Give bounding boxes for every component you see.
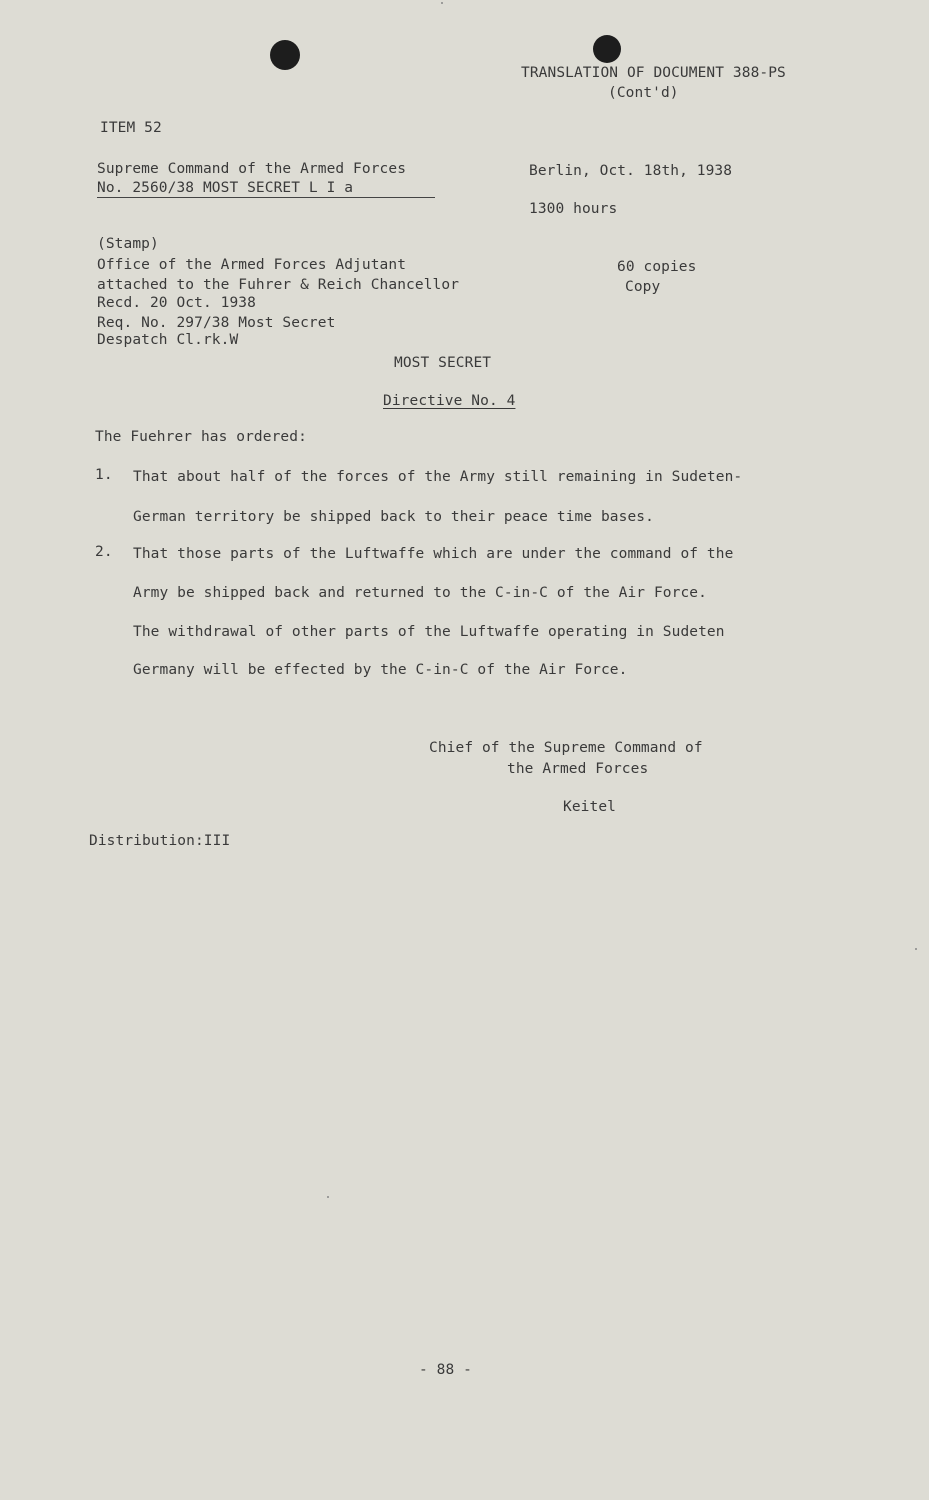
stamp-line-4: Req. No. 297/38 Most Secret [97, 315, 336, 331]
issuer-line-1: Supreme Command of the Armed Forces [97, 161, 407, 177]
item-2-line-3: The withdrawal of other parts of the Luftwaffe operating in Sudeten [133, 624, 725, 640]
stamp-line-5: Despatch Cl.rk.W [97, 332, 239, 348]
page-number: - 88 - [419, 1362, 472, 1378]
item-1-number: 1. [95, 467, 113, 483]
place-date: Berlin, Oct. 18th, 1938 [529, 163, 733, 179]
directive-title: Directive No. 4 [383, 393, 516, 409]
translation-header: TRANSLATION OF DOCUMENT 388-PS [521, 65, 786, 81]
item-2-line-1: That those parts of the Luftwaffe which are under the command of the [133, 546, 734, 562]
paper-speck [915, 948, 917, 950]
signature-line-2: the Armed Forces [507, 761, 649, 777]
classification: MOST SECRET [394, 355, 492, 371]
paper-speck [441, 2, 443, 4]
item-2-number: 2. [95, 544, 113, 560]
issuer-line-2: No. 2560/38 MOST SECRET L I a [97, 180, 354, 196]
intro-text: The Fuehrer has ordered: [95, 429, 307, 445]
item-number: ITEM 52 [100, 120, 162, 136]
signature-line-1: Chief of the Supreme Command of [429, 740, 703, 756]
punch-hole-right [593, 35, 621, 63]
stamp-line-2: attached to the Fuhrer & Reich Chancellor [97, 277, 460, 293]
copies-count: 60 copies [617, 259, 697, 275]
punch-hole-left [270, 40, 300, 70]
stamp-line-1: Office of the Armed Forces Adjutant [97, 257, 407, 273]
copy-label: Copy [625, 279, 661, 295]
issuer-underline [97, 197, 435, 198]
time-label: 1300 hours [529, 201, 618, 217]
item-2-line-4: Germany will be effected by the C-in-C of the Air Force. [133, 662, 628, 678]
item-1-line-1: That about half of the forces of the Army still remaining in Sudeten- [133, 469, 743, 485]
signature-name: Keitel [563, 799, 616, 815]
stamp-label: (Stamp) [97, 236, 159, 252]
stamp-line-3: Recd. 20 Oct. 1938 [97, 295, 256, 311]
paper-speck [327, 1196, 329, 1198]
item-1-line-2: German territory be shipped back to their peace time bases. [133, 509, 654, 525]
item-2-line-2: Army be shipped back and returned to the C-in-C of the Air Force. [133, 585, 707, 601]
contd-label: (Cont'd) [608, 85, 679, 101]
distribution: Distribution:III [89, 833, 231, 849]
